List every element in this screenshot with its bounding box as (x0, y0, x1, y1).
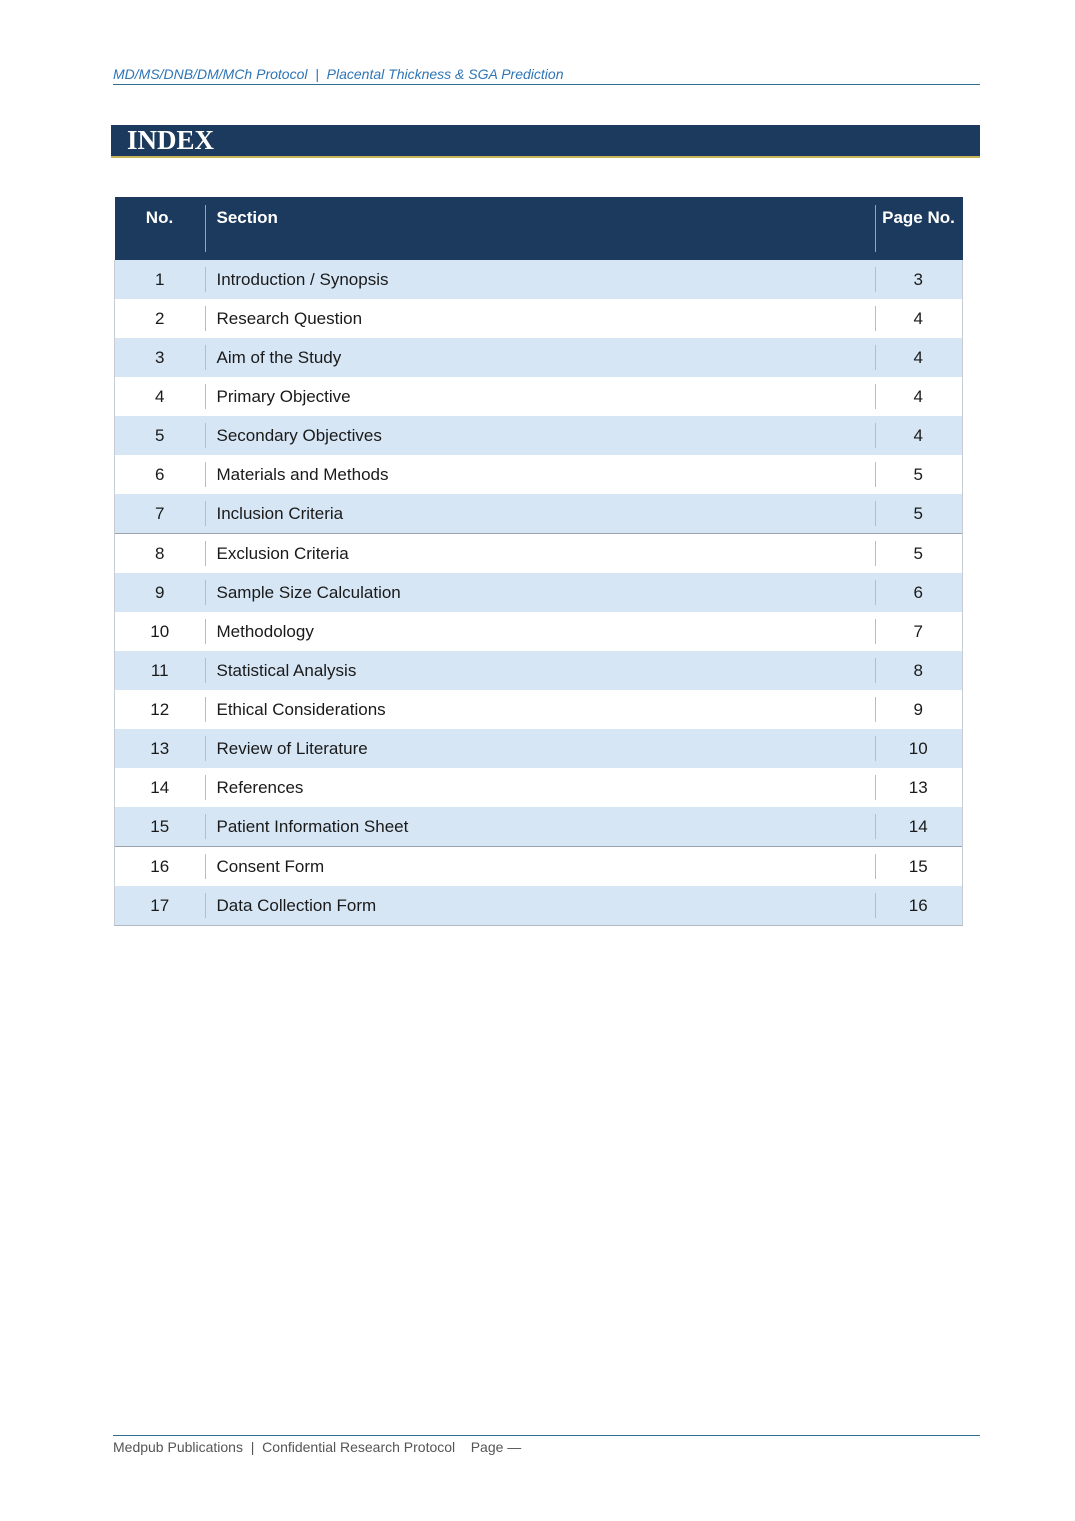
row-section: Inclusion Criteria (205, 494, 875, 534)
row-section: Secondary Objectives (205, 416, 875, 455)
index-table (114, 197, 963, 926)
row-page: 5 (875, 494, 963, 534)
table-row (115, 416, 963, 455)
row-page: 7 (875, 612, 963, 651)
table-row (115, 729, 963, 768)
row-page: 5 (875, 455, 963, 494)
table-row (115, 807, 963, 847)
table-row (115, 768, 963, 807)
row-page: 15 (875, 847, 963, 887)
table-row (115, 260, 963, 299)
row-section: References (205, 768, 875, 807)
row-number: 2 (115, 299, 205, 338)
running-header: MD/MS/DNB/DM/MCh Protocol | Placental Thickness & SGA Prediction (113, 64, 980, 85)
row-number: 11 (115, 651, 205, 690)
table-row (115, 494, 963, 534)
row-page: 16 (875, 886, 963, 926)
row-number: 6 (115, 455, 205, 494)
row-page: 4 (875, 299, 963, 338)
table-row (115, 455, 963, 494)
column-header-page: Page No. (875, 197, 963, 260)
row-page: 4 (875, 338, 963, 377)
row-page: 4 (875, 416, 963, 455)
row-number: 16 (115, 847, 205, 887)
row-number: 8 (115, 534, 205, 574)
row-section: Sample Size Calculation (205, 573, 875, 612)
row-number: 14 (115, 768, 205, 807)
row-section: Primary Objective (205, 377, 875, 416)
table-row (115, 651, 963, 690)
column-header-no: No. (115, 197, 205, 260)
row-section: Statistical Analysis (205, 651, 875, 690)
row-section: Data Collection Form (205, 886, 875, 926)
row-page: 3 (875, 260, 963, 299)
row-page: 9 (875, 690, 963, 729)
row-number: 10 (115, 612, 205, 651)
row-number: 17 (115, 886, 205, 926)
row-number: 5 (115, 416, 205, 455)
row-page: 8 (875, 651, 963, 690)
row-section: Research Question (205, 299, 875, 338)
column-header-section: Section (205, 197, 875, 260)
row-number: 13 (115, 729, 205, 768)
table-row (115, 690, 963, 729)
row-number: 15 (115, 807, 205, 847)
row-section: Aim of the Study (205, 338, 875, 377)
row-page: 5 (875, 534, 963, 574)
index-banner (111, 125, 980, 158)
row-page: 6 (875, 573, 963, 612)
row-number: 7 (115, 494, 205, 534)
row-number: 4 (115, 377, 205, 416)
row-section: Review of Literature (205, 729, 875, 768)
row-section: Introduction / Synopsis (205, 260, 875, 299)
table-row (115, 338, 963, 377)
table-row (115, 847, 963, 887)
row-section: Patient Information Sheet (205, 807, 875, 847)
row-section: Ethical Considerations (205, 690, 875, 729)
table-row (115, 299, 963, 338)
table-row (115, 377, 963, 416)
table-row (115, 612, 963, 651)
row-number: 1 (115, 260, 205, 299)
row-page: 13 (875, 768, 963, 807)
row-number: 3 (115, 338, 205, 377)
row-section: Materials and Methods (205, 455, 875, 494)
row-number: 9 (115, 573, 205, 612)
row-number: 12 (115, 690, 205, 729)
table-row (115, 534, 963, 574)
table-row (115, 886, 963, 926)
row-section: Consent Form (205, 847, 875, 887)
running-footer: Medpub Publications | Confidential Research Protocol Page — (113, 1435, 980, 1456)
row-page: 10 (875, 729, 963, 768)
row-page: 14 (875, 807, 963, 847)
row-section: Exclusion Criteria (205, 534, 875, 574)
table-row (115, 573, 963, 612)
row-page: 4 (875, 377, 963, 416)
row-section: Methodology (205, 612, 875, 651)
page-title: INDEX (127, 125, 215, 155)
table-header-row (115, 197, 963, 260)
